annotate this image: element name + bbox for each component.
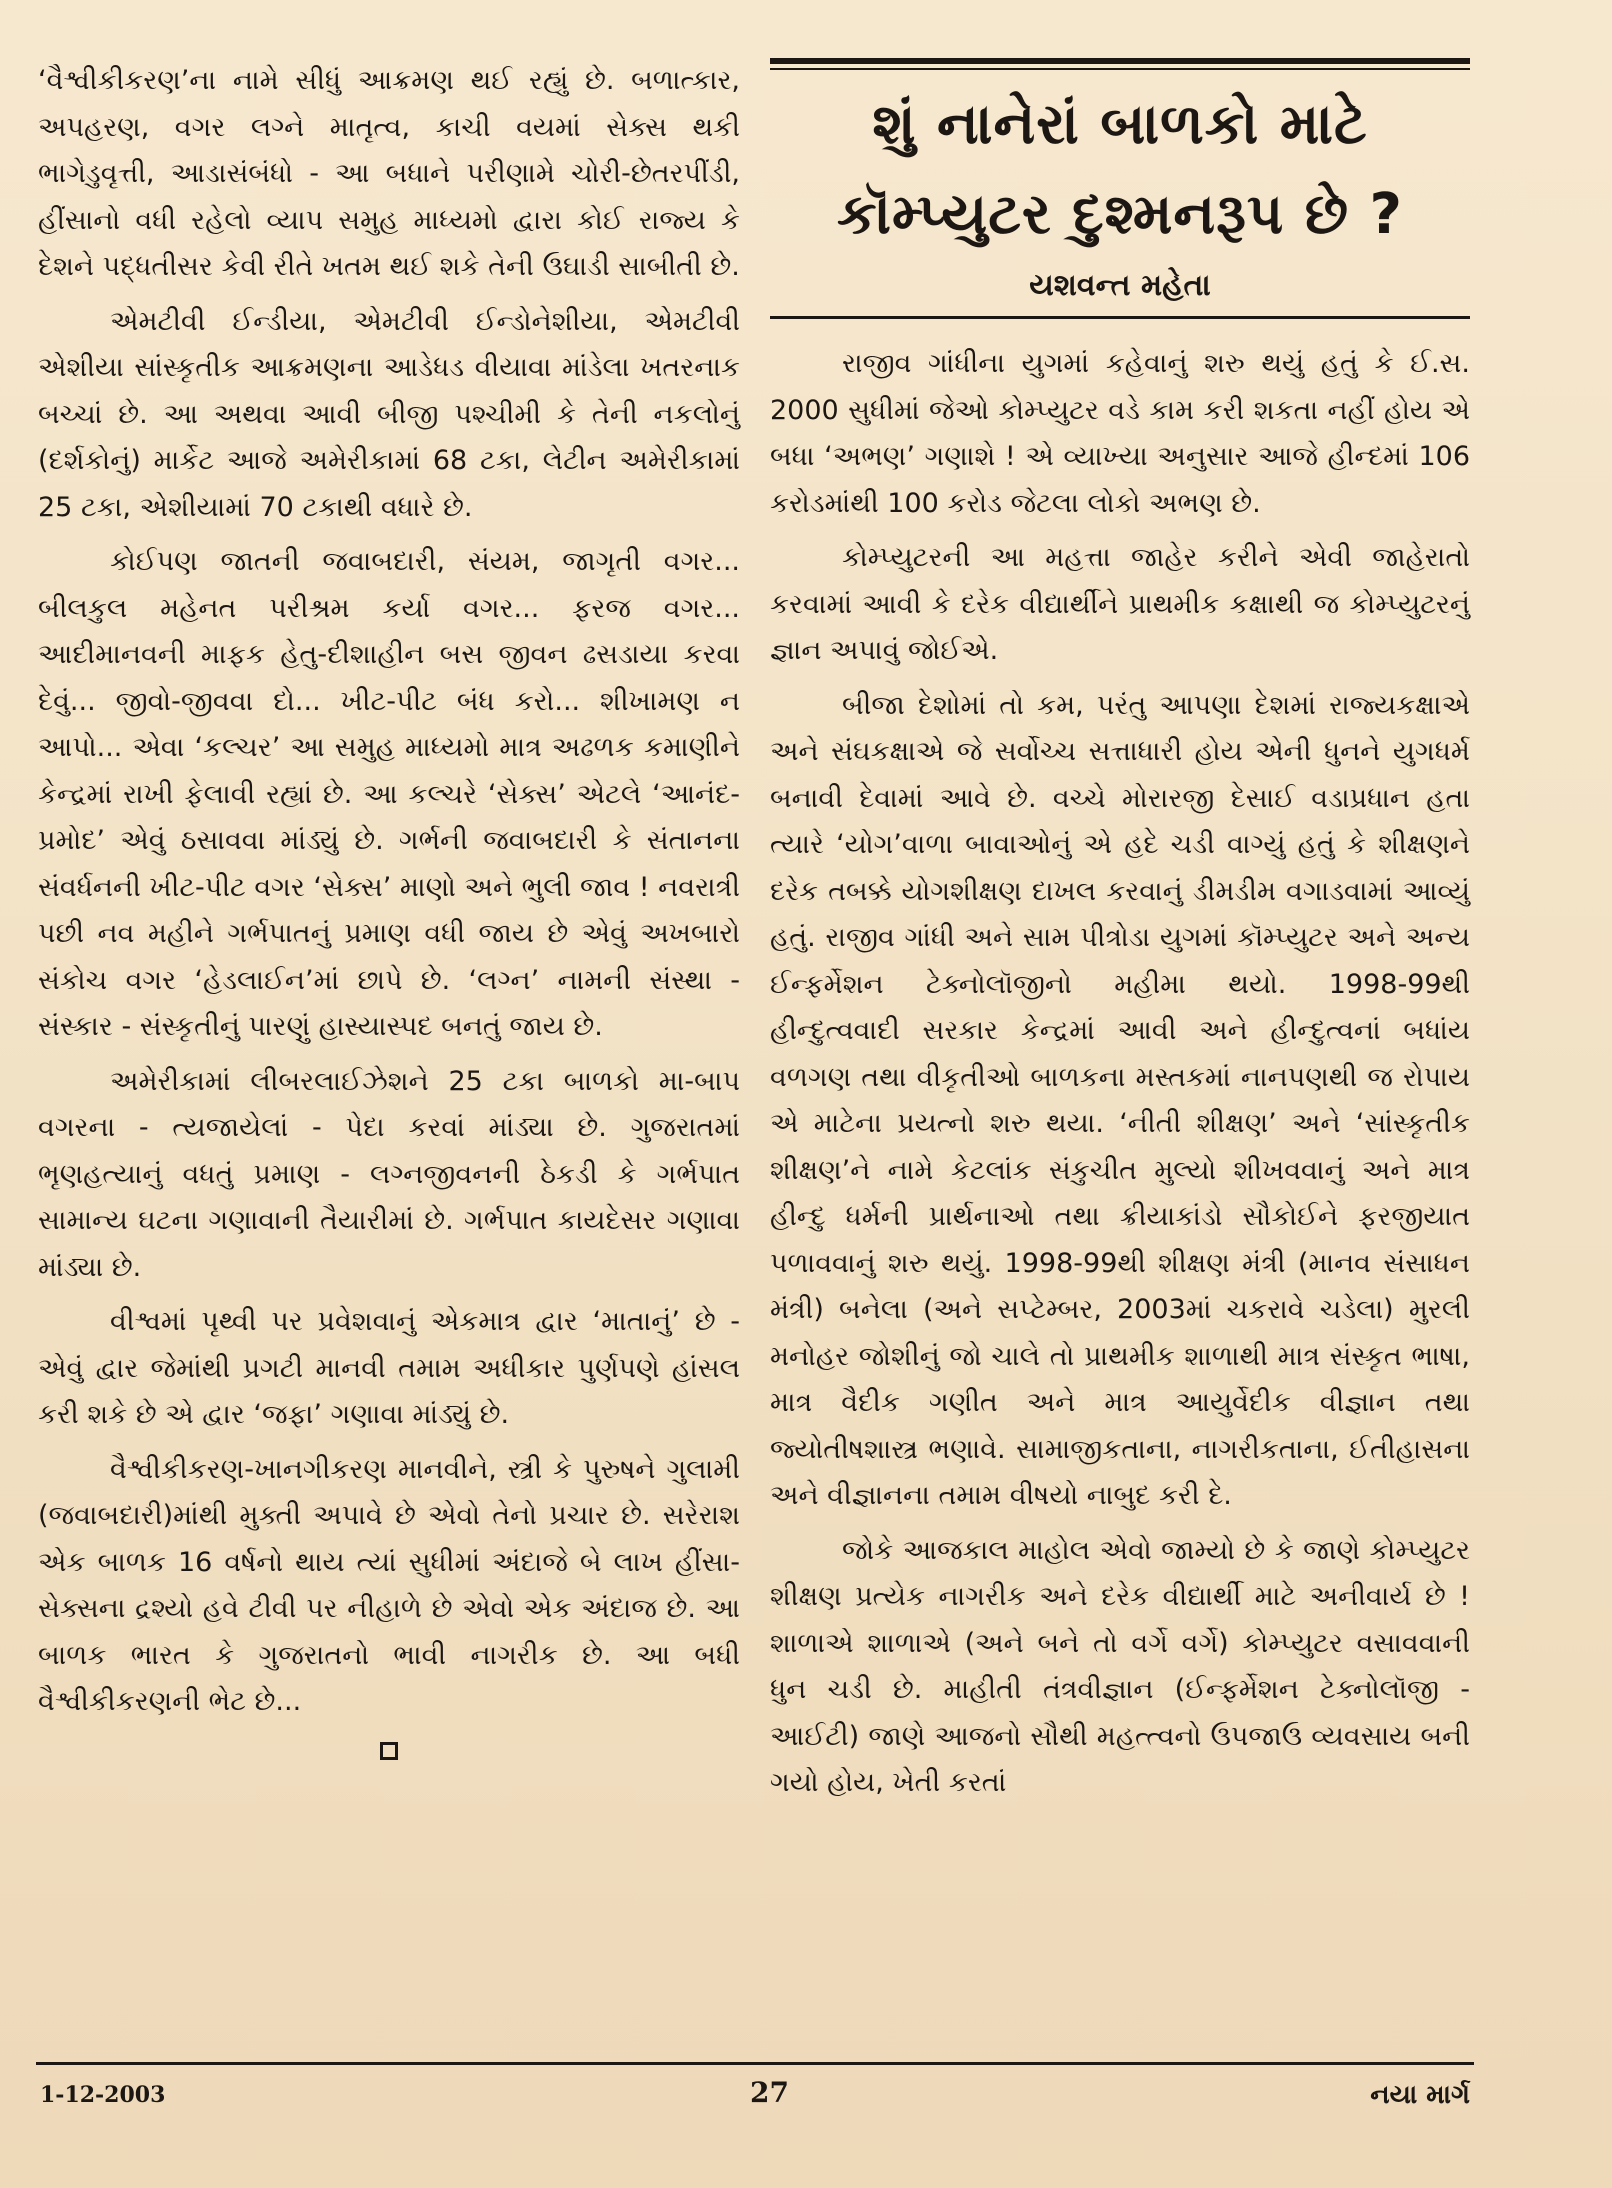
magazine-name: નયા માર્ગ xyxy=(1370,2080,1470,2110)
title-rule-top xyxy=(770,58,1470,64)
right-paragraph-3: બીજા દેશોમાં તો કમ, પરંતુ આપણા દેશમાં રાજ્યકક્ષાએ અને સંઘકક્ષાએ જે સર્વોચ્ચ સત્તાધારી હોય એની ધુનને યુગધર્મ બનાવી દેવામાં આવે છે. વચ્ચે મોરારજી દેસાઈ વડાપ્રધાન હતા ત્યારે ‘યોગ’વાળા બાવાઓનું એ હદે ચડી વાગ્યું હતું કે શીક્ષણને દરેક તબક્કે યોગશીક્ષણ દાખલ કરવાનું ડીમડીમ વગાડવામાં આવ્યું હતું. રાજીવ ગાંધી અને સામ પીત્રોડા યુગમાં કૉમ્પ્યુટર અને અન્ય ઈન્ફર્મેશન ટેક્નોલૉજીનો મહીમા થયો. 1998-99થી હીન્દુત્વવાદી સરકાર કેન્દ્રમાં આવી અને હીન્દુત્વનાં બધાંય વળગણ તથા વીકૃતીઓ બાળકના મસ્તકમાં નાનપણથી જ રોપાય એ માટેના પ્રયત્નો શરુ થયા. ‘નીતી શીક્ષણ’ અને ‘સાંસ્કૃતીક શીક્ષણ’ને નામે કેટલાંક સંકુચીત મુલ્યો શીખવવાનું અને માત્ર હીન્દુ ધર્મની પ્રાર્થનાઓ તથા ક્રીયાકાંડો સૌકોઈને ફરજીયાત પળાવવાનું શરુ થયું. 1998-99થી શીક્ષણ મંત્રી (માનવ સંસાધન મંત્રી) બનેલા (અને સપ્ટેમ્બર, 2003માં ચકરાવે ચડેલા) મુરલી મનોહર જોશીનું જો ચાલે તો પ્રાથમીક શાળાથી માત્ર સંસ્કૃત ભાષા, માત્ર વૈદીક ગણીત અને માત્ર આયુર્વેદીક વીજ્ઞાન તથા જ્યોતીષશાસ્ત્ર ભણાવે. સામાજીકતાના, નાગરીકતાના, ઈતીહાસના અને વીજ્ઞાનના તમામ વીષયો નાબુદ કરી દે. xyxy=(770,689,1470,1511)
left-paragraph-2: એમટીવી ઈન્ડીયા, એમટીવી ઈન્ડોનેશીયા, એમટીવી એશીયા સાંસ્કૃતીક આક્રમણના આડેધડ વીયાવા માંડેલા ખતરનાક બચ્ચાં છે. આ અથવા આવી બીજી પશ્ચીમી કે તેની નકલોનું (દર્શકોનું) માર્કેટ આજે અમેરીકામાં 68 ટકા, લેટીન અમેરીકામાં 25 ટકા, એશીયામાં 70 ટકાથી વધારે છે. xyxy=(38,305,740,523)
left-paragraph-1: ‘વૈશ્વીકીકરણ’ના નામે સીધું આક્રમણ થઈ રહ્યું છે. બળાત્કાર, અપહરણ, વગર લગ્ને માતૃત્વ, કાચી વયમાં સેક્સ થકી ભાગેડુવૃત્તી, આડાસંબંધો - આ બધાને પરીણામે ચોરી-છેતરપીંડી, હીંસાનો વધી રહેલો વ્યાપ સમુહ માધ્યમો દ્વારા કોઈ રાજ્ય કે દેશને પદ્ધતીસર કેવી રીતે ખતમ થઈ શકે તેની ઉઘાડી સાબીતી છે. xyxy=(38,65,740,282)
title-rule-thin xyxy=(770,68,1470,70)
page-footer xyxy=(40,2074,1470,2114)
article-author: યશવન્ત મહેતા xyxy=(1029,268,1211,303)
article-end-square-icon xyxy=(380,1742,398,1760)
right-paragraph-2: કોમ્પ્યુટરની આ મહત્તા જાહેર કરીને એવી જાહેરાતો કરવામાં આવી કે દરેક વીદ્યાર્થીને પ્રાથમીક કક્ષાથી જ કોમ્પ્યુટરનું જ્ઞાન અપાવું જોઈએ. xyxy=(770,542,1470,666)
left-paragraph-4: અમેરીકામાં લીબરલાઈઝેશને 25 ટકા બાળકો મા-બાપ વગરના - ત્યજાયેલાં - પેદા કરવાં માંડ્યા છે. ગુજરાતમાં ભૃણહત્યાનું વધતું પ્રમાણ - લગ્નજીવનની ઠેકડી કે ગર્ભપાત સામાન્ય ઘટના ગણાવાની તૈયારીમાં છે. ગર્ભપાત કાયદેસર ગણાવા માંડ્યા છે. xyxy=(38,1065,740,1283)
right-paragraph-1: રાજીવ ગાંધીના યુગમાં કહેવાનું શરુ થયું હતું કે ઈ.સ. 2000 સુધીમાં જેઓ કોમ્પ્યુટર વડે કામ કરી શકતા નહીં હોય એ બધા ‘અભણ’ ગણાશે ! એ વ્યાખ્યા અનુસાર આજે હીન્દમાં 106 કરોડમાંથી 100 કરોડ જેટલા લોકો અભણ છે. xyxy=(770,348,1470,519)
left-paragraph-6: વૈશ્વીકીકરણ-ખાનગીકરણ માનવીને, સ્ત્રી કે પુરુષને ગુલામી (જવાબદારી)માંથી મુક્તી અપાવે છે એવો તેનો પ્રચાર છે. સરેરાશ એક બાળક 16 વર્ષનો થાય ત્યાં સુધીમાં અંદાજે બે લાખ હીંસા-સેક્સના દ્રશ્યો હવે ટીવી પર નીહાળે છે એવો એક અંદાજ છે. આ બાળક ભારત કે ગુજરાતનો ભાવી નાગરીક છે. આ બધી વૈશ્વીકીકરણની ભેટ છે... xyxy=(38,1453,740,1717)
right-column xyxy=(770,58,1470,1807)
article-title: શું નાનેરાં બાળકો માટે કૉમ્પ્યુટર દુશ્મનરૂપ છે ? xyxy=(836,92,1404,247)
page-number: 27 xyxy=(750,2076,789,2109)
left-paragraph-5: વીશ્વમાં પૃથ્વી પર પ્રવેશવાનું એકમાત્ર દ્વાર ‘માતાનું’ છે - એવું દ્વાર જેમાંથી પ્રગટી માનવી તમામ અધીકાર પુર્ણપણે હાંસલ કરી શકે છે એ દ્વાર ‘જફા’ ગણાવા માંડ્યું છે. xyxy=(38,1306,740,1430)
left-column xyxy=(38,58,740,1760)
left-paragraph-3: કોઈપણ જાતની જવાબદારી, સંયમ, જાગૃતી વગર... બીલકુલ મહેનત પરીશ્રમ કર્યા વગર... ફરજ વગર... આદીમાનવની માફક હેતુ-દીશાહીન બસ જીવન ઢસડાયા કરવા દેવું... જીવો-જીવવા દો... ખીટ-પીટ બંધ કરો... શીખામણ ન આપો... એવા ‘કલ્ચર’ આ સમુહ માધ્યમો માત્ર અઢળક કમાણીને કેન્દ્રમાં રાખી ફેલાવી રહ્યાં છે. આ કલ્ચરે ‘સેક્સ’ એટલે ‘આનંદ-પ્રમોદ’ એવું ઠસાવવા માંડ્યું છે. ગર્ભની જવાબદારી કે સંતાનના સંવર્ધનની ખીટ-પીટ વગર ‘સેક્સ’ માણો અને ભુલી જાવ ! નવરાત્રી પછી નવ મહીને ગર્ભપાતનું પ્રમાણ વધી જાય છે એવું અખબારો સંકોચ વગર ‘હેડલાઈન’માં છાપે છે. ‘લગ્ન’ નામની સંસ્થા - સંસ્કાર - સંસ્કૃતીનું પારણું હાસ્યાસ્પદ બનતું જાય છે. xyxy=(38,546,740,1042)
title-rule-bottom xyxy=(770,316,1470,319)
issue-date: 1-12-2003 xyxy=(40,2082,166,2108)
right-paragraph-4: જોકે આજકાલ માહોલ એવો જામ્યો છે કે જાણે કોમ્પ્યુટર શીક્ષણ પ્રત્યેક નાગરીક અને દરેક વીદ્યાર્થી માટે અનીવાર્ય છે ! શાળાએ શાળાએ (અને બને તો વર્ગે વર્ગે) કોમ્પ્યુટર વસાવવાની ધુન ચડી છે. માહીતી તંત્રવીજ્ઞાન (ઈન્ફર્મેશન ટેક્નોલૉજી - આઈટી) જાણે આજનો સૌથી મહત્ત્વનો ઉપજાઉ વ્યવસાય બની ગયો હોય, ખેતી કરતાં xyxy=(770,1534,1470,1798)
footer-rule xyxy=(36,2062,1474,2065)
